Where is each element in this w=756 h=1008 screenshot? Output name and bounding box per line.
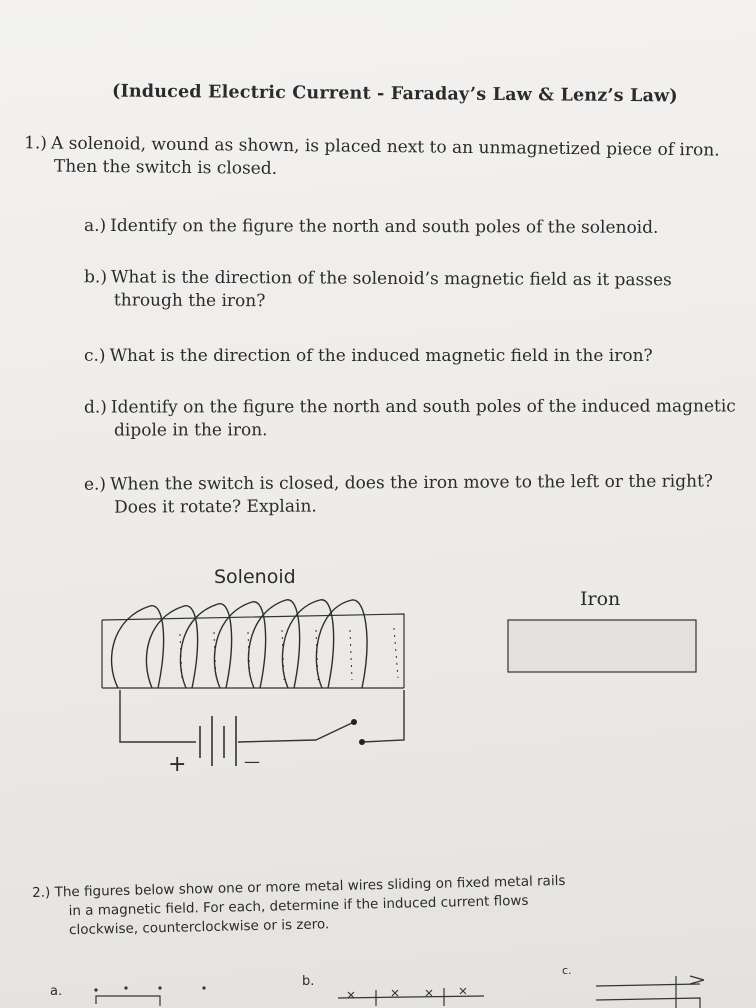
circuit-wire-left [120, 690, 196, 742]
iron-label: Iron [580, 588, 621, 610]
circuit-wire-bottom [238, 740, 316, 742]
figure-c-rail-bottom [596, 998, 700, 1008]
question-1-text-line2: Then the switch is closed. [53, 156, 278, 179]
question-1c-label: c.) [84, 346, 106, 366]
question-1a-text: Identify on the figure the north and south poles of the solenoid. [110, 215, 659, 238]
figure-a-label: a. [50, 984, 63, 999]
switch-contact [359, 739, 365, 745]
question-1d-text-line1: Identify on the figure the north and south poles of the induced magnetic [110, 396, 736, 418]
question-2-text-line3: clockwise, counterclockwise or is zero. [68, 916, 330, 939]
battery-plus-sign: + [168, 752, 187, 777]
figure-c-label: c. [562, 964, 572, 977]
question-1d-text-line2: dipole in the iron. [114, 420, 268, 441]
question-1a-label: a.) [83, 215, 107, 236]
question-2-field-markers [94, 986, 205, 991]
figure-c-rail-top [596, 984, 700, 986]
question-2-text-line1: The figures below show one or more metal wires sliding on fixed metal rails [54, 872, 566, 901]
question-1e-text-line1: When the switch is closed, does the iron move to the left or the right? [109, 471, 714, 495]
figure-c-arrow [690, 976, 704, 984]
question-1e-label: e.) [83, 474, 107, 495]
question-1-number: 1.) [24, 133, 48, 154]
question-1b-text-line2: through the iron? [113, 290, 266, 312]
iron-block [508, 620, 696, 672]
question-1c-text: What is the direction of the induced magnetic field in the iron? [109, 346, 653, 366]
switch-pivot [351, 719, 357, 725]
switch-blade [316, 722, 354, 740]
worksheet-title: (Induced Electric Current - Faraday’s Law & Lenz’s Law) [111, 81, 678, 107]
figure-b-rail [338, 996, 484, 998]
question-2-text-line2: in a magnetic field. For each, determine if the induced current flows [68, 892, 529, 920]
question-1d-label: d.) [83, 397, 107, 418]
battery-minus-sign: — [244, 752, 260, 771]
question-2-number: 2.) [32, 884, 51, 901]
question-1b-text-line1: What is the direction of the solenoid’s magnetic field as it passes [110, 267, 672, 291]
circuit-wire-right [362, 690, 404, 742]
question-1-text-line1: A solenoid, wound as shown, is placed next to an unmagnetized piece of iron. [50, 133, 720, 161]
figure-b-label: b. [302, 974, 315, 989]
question-2-figures [96, 976, 704, 1008]
figure-a-rail [96, 996, 160, 1006]
solenoid-coils [112, 600, 367, 688]
question-1e-text-line2: Does it rotate? Explain. [114, 496, 317, 518]
question-1b-label: b.) [84, 267, 108, 288]
solenoid-label: Solenoid [214, 566, 296, 588]
